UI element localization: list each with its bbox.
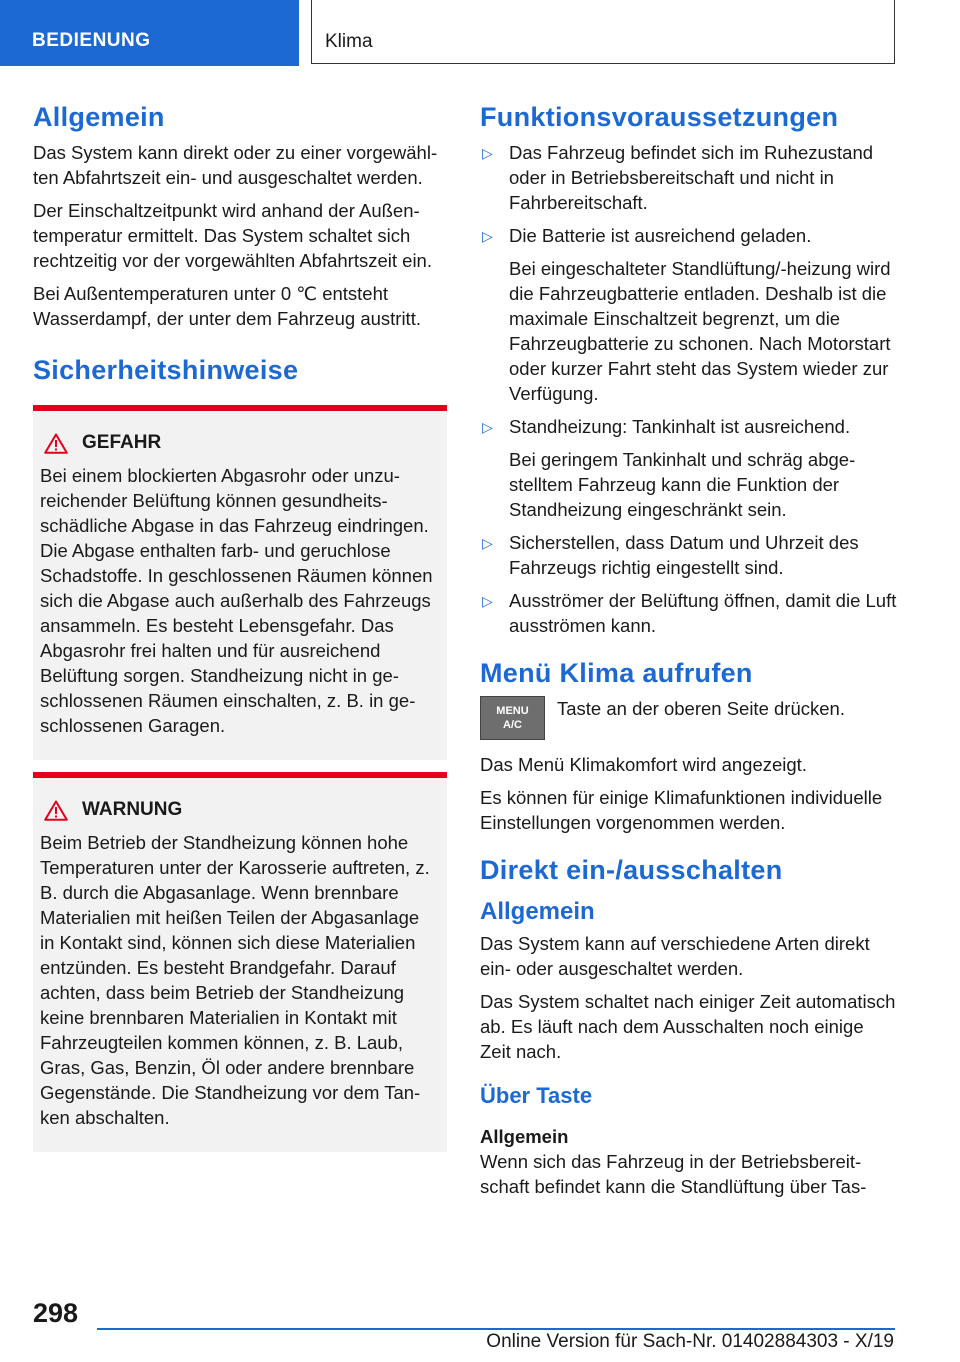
warning-triangle-icon (44, 800, 68, 821)
list-item (480, 588, 898, 638)
triangle-bullet-icon: ▷ (482, 593, 493, 609)
menu-paragraph-1: Das Menü Klimakomfort wird angezeigt. (480, 754, 807, 775)
triangle-bullet-icon: ▷ (482, 145, 493, 161)
header-chapter-label: Klima (325, 31, 373, 52)
heading-allgemein: Allgemein (33, 102, 165, 132)
list-item-text: Die Batterie ist ausreichend geladen. (509, 225, 812, 246)
triangle-bullet-icon: ▷ (482, 419, 493, 435)
menu-instruction-row (480, 696, 898, 740)
allgemein-paragraph-1: Das System kann direkt oder zu einer vorgewählten Abfahrtszeit ein- und ausgeschaltet werden. (33, 142, 438, 188)
allgemein-paragraph-2: Der Einschaltzeitpunkt wird anhand der Außentemperatur ermittelt. Das System schaltet sich rechtzeitig vor der vorgewählten Abfahrtszeit ein. (33, 200, 432, 271)
requirements-list (480, 140, 898, 638)
menu-paragraph-2: Es können für einige Klimafunktionen individuelle Einstellungen vorgenommen werden. (480, 787, 883, 833)
triangle-bullet-icon: ▷ (482, 228, 493, 244)
menu-button-bottom-label: A/C (503, 719, 522, 731)
list-item (480, 530, 898, 580)
subheading-taste-allgemein: Allgemein (480, 1126, 569, 1147)
menu-ac-button-icon (480, 696, 545, 740)
menu-instruction: Taste an der oberen Seite drücken. (557, 698, 845, 719)
heading-funktionsvoraussetzungen: Funktionsvoraussetzungen (480, 102, 839, 132)
list-item-text: Das Fahrzeug befindet sich im Ruhezustand oder in Betriebsbereitschaft und nicht in Fahrbereitschaft. (509, 142, 874, 213)
warning-text: Beim Betrieb der Standheizung können hohe Temperaturen unter der Karosserie auftreten, z. B. durch die Abgasanlage. Wenn brennbare Materialien mit heißen Teilen der Abgasanlage in Kontakt sind, können sich diese Materialien entzünden. Es besteht Brandgefahr. Darauf achten, dass beim Betrieb der Standheizung keine brennbaren Materialien in Kontakt mit Fahrzeugteilen kommen können, z. B. Laub, Gras, Gas, Benzin, Öl oder andere brennbare Gegenstände. Die Standheizung vor dem Tanken abschalten. (40, 832, 430, 1128)
header-section-label: BEDIENUNG (32, 30, 151, 51)
danger-box (33, 405, 447, 760)
heading-ueber-taste: Über Taste (480, 1083, 593, 1108)
heading-sicherheitshinweise: Sicherheitshinweise (33, 355, 299, 385)
subheading-direkt-allgemein: Allgemein (480, 898, 595, 925)
list-item-text: Sicherstellen, dass Datum und Uhrzeit des Fahrzeugs richtig eingestellt sind. (509, 532, 859, 578)
menu-button-top-label: MENU (496, 705, 529, 717)
list-item (480, 223, 898, 406)
triangle-bullet-icon: ▷ (482, 535, 493, 551)
danger-text: Bei einem blockierten Abgasrohr oder unzureichender Belüftung können gesundheitsschädliche Abgase in das Fahrzeug eindringen. Die Abgase enthalten farb- und geruchlose Schadstoffe. In geschlossenen Räumen können sich die Abgase auch außerhalb des Fahrzeugs ansammeln. Es besteht Lebensgefahr. Das Abgasrohr frei halten und für ausreichend Belüftung sorgen. Standheizung nicht in geschlossenen Räumen einschalten, z. B. in geschlossenen Garagen. (40, 465, 433, 736)
list-item-text: Ausströmer der Belüftung öffnen, damit die Luft ausströmen kann. (509, 590, 897, 636)
warning-box (33, 772, 447, 1152)
allgemein-paragraph-3: Bei Außentemperaturen unter 0 ℃ entsteht Wasserdampf, der unter dem Fahrzeug austritt. (33, 283, 421, 329)
heading-direkt: Direkt ein-/ausschalten (480, 855, 783, 885)
header-chapter-box (311, 0, 895, 64)
list-item (480, 140, 898, 215)
list-item (480, 414, 898, 522)
warning-title (40, 796, 437, 824)
direkt-paragraph-2: Das System schaltet nach einiger Zeit automatisch ab. Es läuft nach dem Ausschalten noch einige Zeit nach. (480, 991, 896, 1062)
right-column (480, 100, 898, 1207)
header-section-tab (0, 0, 299, 66)
footer-online-version: Online Version für Sach-Nr. 01402884303 - X/19 (486, 1331, 894, 1352)
left-column (33, 100, 447, 1152)
list-item-note: Bei eingeschalteter Standlüftung/-heizung wird die Fahrzeugbatterie entladen. Deshalb ist die maximale Einschaltzeit begrenzt, um die Fahrzeugbatterie zu schonen. Nach Motorstart oder kurzer Fahrt steht das System wieder zur Verfügung. (509, 258, 891, 404)
footer-divider (97, 1328, 895, 1330)
danger-title (40, 429, 437, 457)
direkt-paragraph-1: Das System kann auf verschiedene Arten direkt ein- oder ausgeschaltet werden. (480, 933, 870, 979)
page-number: 298 (33, 1298, 79, 1328)
taste-paragraph-1: Wenn sich das Fahrzeug in der Betriebsbereitschaft befindet kann die Standlüftung über Tas- (480, 1151, 867, 1197)
heading-menu-klima: Menü Klima aufrufen (480, 658, 753, 688)
warning-label: WARNUNG (82, 799, 183, 820)
list-item-text: Standheizung: Tankinhalt ist ausreichend. (509, 416, 851, 437)
danger-label: GEFAHR (82, 432, 162, 453)
list-item-note: Bei geringem Tankinhalt und schräg abgestelltem Fahrzeug kann die Funktion der Standheizung eingeschränkt sein. (509, 449, 856, 520)
warning-triangle-icon (44, 433, 68, 454)
